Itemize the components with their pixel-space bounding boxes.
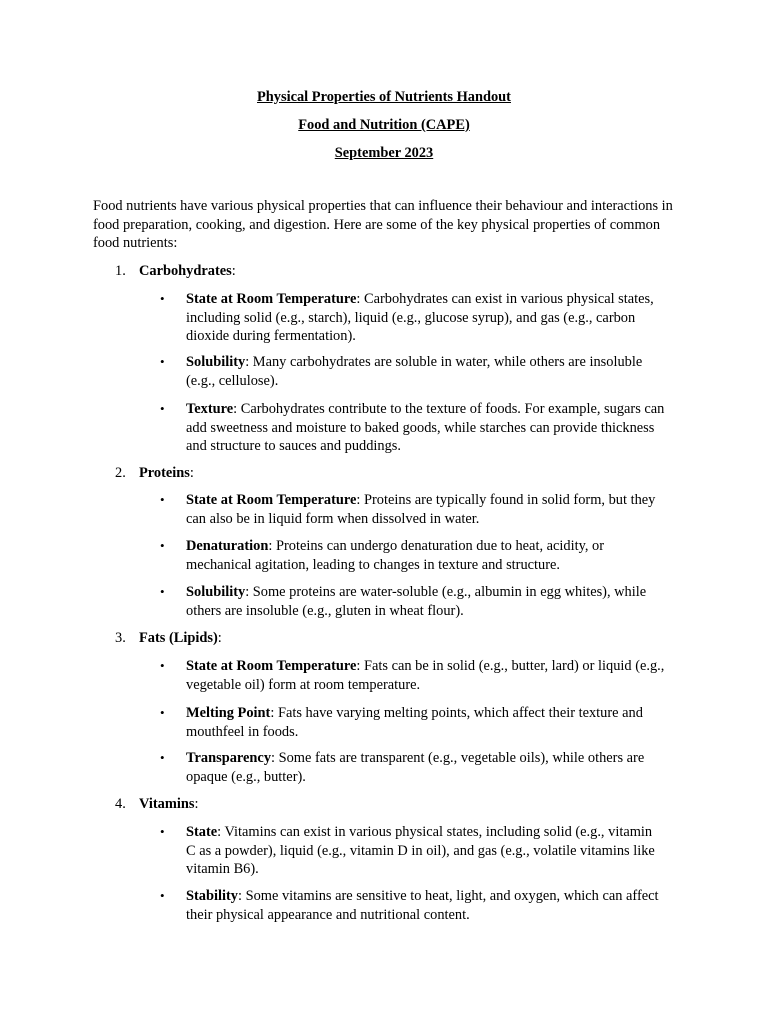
item-term: Transparency — [186, 750, 272, 766]
bullet-icon: • — [160, 888, 165, 903]
section-number: 2. — [115, 465, 126, 481]
item-text: : Some proteins are water-soluble (e.g., albumin in egg whites), while others are insoluble (e.g., gluten in wheat flour). — [186, 584, 647, 619]
section-number: 4. — [115, 796, 126, 812]
item-text: : Proteins are typically found in solid form, but they can also be in liquid form when dissolved in water. — [186, 492, 656, 527]
item-term: Texture — [186, 401, 234, 417]
item-text: : Some vitamins are sensitive to heat, light, and oxygen, which can affect their physical appearance and nutritional content. — [186, 888, 659, 923]
list-item — [160, 400, 665, 456]
item-term: Stability — [186, 888, 238, 904]
item-term: State at Room Temperature — [186, 658, 357, 674]
bullet-icon: • — [160, 584, 165, 599]
list-item — [160, 887, 665, 924]
bullet-icon: • — [160, 750, 165, 765]
item-term: State at Room Temperature — [186, 291, 357, 307]
section-title: Vitamins — [139, 796, 195, 812]
item-text: : Carbohydrates contribute to the texture of foods. For example, sugars can add sweetness and moisture to baked goods, while starches can provide thickness and structure to sauces and puddings. — [186, 401, 665, 454]
item-text: : Some fats are transparent (e.g., vegetable oils), while others are opaque (e.g., butter). — [186, 750, 645, 785]
list-item — [160, 749, 665, 786]
bullet-icon: • — [160, 824, 165, 839]
item-term: State — [186, 824, 218, 840]
item-term: Solubility — [186, 584, 246, 600]
section-title: Fats (Lipids) — [139, 630, 218, 646]
intro-paragraph: Food nutrients have various physical properties that can influence their behaviour and interactions in food preparation, cooking, and digestion. Here are some of the key physical properties of common food nutrients: — [93, 198, 673, 251]
section-title: Carbohydrates — [139, 263, 232, 279]
list-item — [160, 823, 665, 879]
bullet-icon: • — [160, 291, 165, 306]
item-text: : Carbohydrates can exist in various physical states, including solid (e.g., starch), liquid (e.g., glucose syrup), and gas (e.g., carbon dioxide during fermentation). — [186, 291, 654, 344]
item-text: : Fats have varying melting points, which affect their texture and mouthfeel in foods. — [186, 705, 643, 740]
bullet-icon: • — [160, 401, 165, 416]
list-item — [160, 353, 665, 390]
document-title: Physical Properties of Nutrients Handout — [257, 89, 511, 105]
item-term: Denaturation — [186, 538, 269, 554]
document-date: September 2023 — [334, 145, 434, 161]
item-term: State at Room Temperature — [186, 492, 357, 508]
list-item — [160, 537, 665, 574]
list-item — [160, 657, 665, 694]
list-item — [160, 290, 665, 346]
list-item — [160, 491, 665, 528]
item-term: Solubility — [186, 354, 246, 370]
bullet-icon: • — [160, 492, 165, 507]
section-number: 3. — [115, 630, 126, 646]
document-page: Physical Properties of Nutrients Handout Food and Nutrition (CAPE) September 2023 Food nutrients have various physical properties that can influence their behaviour and interactions in food preparation, cooking, and digestion. Here are some of the key physical properties of common food nutrients: 1. Carbohydrates: • State at Room Temperature: Carbohydrates can exist in various physical states, including solid (e.g., starch), liquid (e.g., glucose syrup), and gas (e.g., carbon dioxide during fermentation). • Solubility: Many carbohydrates are soluble in water, while others are insoluble (e.g., cellulose). • Texture: Carbohydrates contribute to the texture of foods. For example, sugars can add sweetness and moisture to baked goods, while starches can provide thickness and structure to sauces and puddings. 2. Proteins: • State at Room Temperature: Proteins are typically found in solid form, but they can also be in liquid form when dissolved in water. • Denaturation: Proteins can undergo denaturation due to heat, acidity, or mechanical agitation, leading to changes in texture and structure. • Solubility: Some proteins are water-soluble (e.g., albumin in egg whites), while others are insoluble (e.g., gluten in wheat flour). 3. Fats (Lipids): • State at Room Temperature: Fats can be in solid (e.g., butter, lard) or liquid (e.g., vegetable oil) form at room temperature. • Melting Point: Fats have varying melting points, which affect their texture and mouthfeel in foods. • Transparency: Some fats are transparent (e.g., vegetable oils), while others are opaque (e.g., butter). 4. Vitamins: • State: Vitamins can exist in various physical states, including solid (e.g., vitamin C as a powder), liquid (e.g., vitamin D in oil), and gas (e.g., volatile vitamins like vitamin B6). • Stability: Some vitamins are sensitive to heat, light, and oxygen, which can affect their physical appearance and nutritional content. — [0, 0, 768, 1024]
list-item — [160, 583, 665, 620]
document-subtitle: Food and Nutrition (CAPE) — [298, 117, 470, 133]
bullet-icon: • — [160, 658, 165, 673]
bullet-icon: • — [160, 705, 165, 720]
item-text: : Vitamins can exist in various physical states, including solid (e.g., vitamin C as a powder), liquid (e.g., vitamin D in oil), and gas (e.g., volatile vitamins like vitamin B6). — [186, 824, 655, 877]
item-text: : Fats can be in solid (e.g., butter, lard) or liquid (e.g., vegetable oil) form at room temperature. — [186, 658, 665, 693]
bullet-icon: • — [160, 538, 165, 553]
item-term: Melting Point — [186, 705, 271, 721]
bullet-icon: • — [160, 354, 165, 369]
item-text: : Proteins can undergo denaturation due to heat, acidity, or mechanical agitation, leading to changes in texture and structure. — [186, 538, 605, 573]
item-text: : Many carbohydrates are soluble in water, while others are insoluble (e.g., cellulose). — [186, 354, 643, 389]
list-item — [160, 704, 665, 741]
section-title: Proteins — [139, 465, 190, 481]
section-number: 1. — [115, 263, 126, 279]
